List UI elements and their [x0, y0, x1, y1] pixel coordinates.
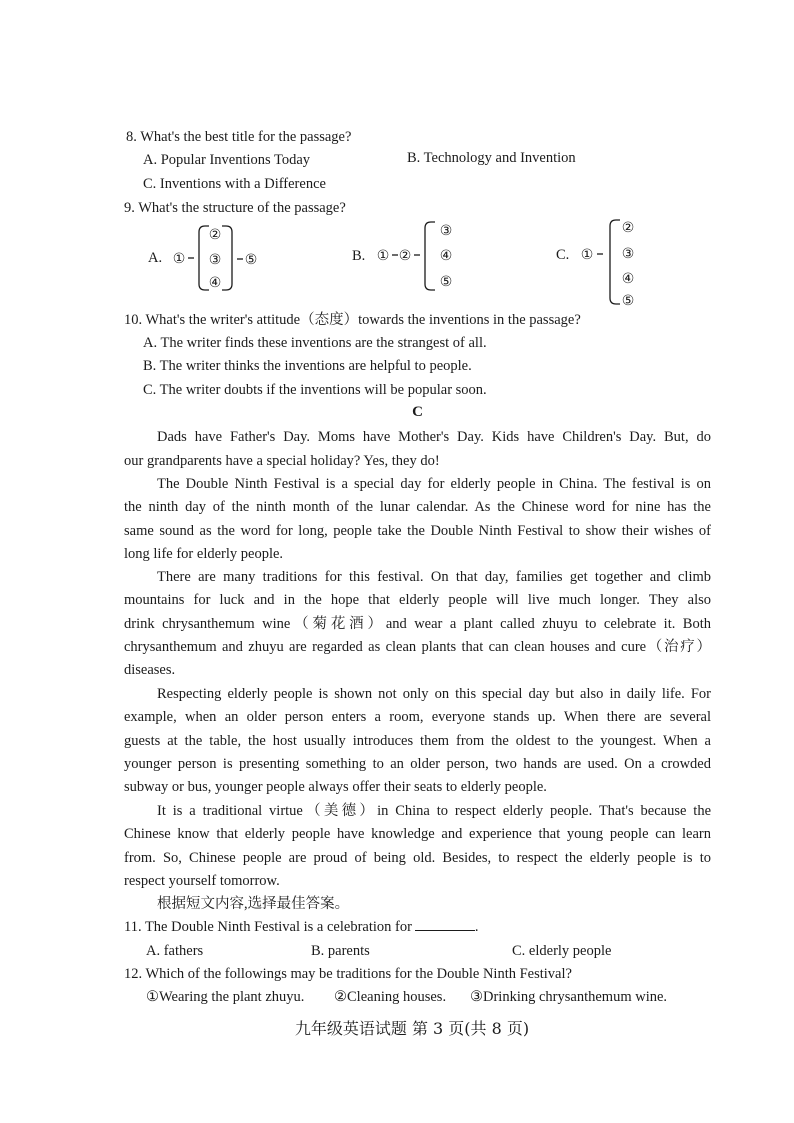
passage-line: It is a traditional virtue（美德）in China to respect elderly people. That's because the [157, 803, 711, 819]
structure-diagram-option-a [140, 218, 265, 298]
section-number: ④ [208, 275, 222, 291]
section-number: ③ [439, 223, 453, 239]
section-number: ① [580, 247, 594, 263]
passage-line: respect yourself tomorrow. [124, 873, 280, 889]
left-bracket [610, 220, 620, 304]
page-footer: 九年级英语试题 第 3 页(共 8 页) [294, 1019, 530, 1038]
question-8-stem: 8. What's the best title for the passage? [126, 129, 352, 145]
question-11-stem [124, 917, 479, 937]
passage-line: drink chrysanthemum wine（菊花酒）and wear a plant called zhuyu to celebrate it. Both [124, 616, 711, 632]
structure-diagram-option-c [550, 212, 645, 312]
passage-line: The Double Ninth Festival is a special day for elderly people in China. The festival is on [157, 476, 711, 492]
section-number: ① [376, 248, 390, 264]
passage-line: younger person is presenting something to an older person, two hands are used. On a crowded [124, 756, 711, 772]
question-12-stem: 12. Which of the followings may be traditions for the Double Ninth Festival? [124, 966, 572, 982]
section-number: ④ [439, 248, 453, 264]
question-10-option-b: B. The writer thinks the inventions are helpful to people. [143, 358, 472, 374]
passage-line: guests at the table, the host usually introduces them from the oldest to the youngest. When a [124, 733, 711, 749]
passage-line: Chinese know that elderly people have knowledge and experience that young people can learn [124, 826, 711, 842]
instruction-text: 根据短文内容,选择最佳答案。 [157, 896, 350, 912]
passage-line: our grandparents have a special holiday? Yes, they do! [124, 453, 440, 469]
question-10-option-a: A. The writer finds these inventions are the strangest of all. [143, 335, 487, 351]
section-number: ③ [621, 246, 635, 262]
passage-line: example, when an older person enters a room, everyone stands up. When there are several [124, 709, 711, 725]
left-bracket [425, 222, 435, 290]
question-8-option-a: A. Popular Inventions Today [143, 152, 311, 168]
section-number: ② [398, 248, 412, 264]
question-8-option-b: B. Technology and Invention [407, 150, 576, 166]
section-number: ⑤ [621, 293, 635, 309]
question-11-option-a: A. fathers [146, 943, 204, 959]
passage-line: Dads have Father's Day. Moms have Mother's Day. Kids have Children's Day. But, do [157, 429, 711, 445]
question-9-stem: 9. What's the structure of the passage? [124, 200, 346, 216]
passage-line: chrysanthemum and zhuyu are regarded as clean plants that can clean houses and cure（治疗） [124, 639, 711, 655]
section-number: ④ [621, 271, 635, 287]
passage-line: diseases. [124, 662, 176, 678]
structure-diagram-option-b [345, 215, 460, 300]
passage-line: long life for elderly people. [124, 546, 284, 562]
question-12-item-1: ①Wearing the plant zhuyu. [146, 989, 305, 1005]
passage-line: subway or bus, younger people always offer their seats to elderly people. [124, 779, 547, 795]
section-number: ⑤ [439, 274, 453, 290]
passage-line: Respecting elderly people is shown not only on this special day but also in daily life. For [157, 686, 711, 702]
question-12-item-2: ②Cleaning houses. [334, 989, 447, 1005]
left-bracket [199, 226, 209, 290]
question-10-option-c: C. The writer doubts if the inventions will be popular soon. [143, 382, 487, 398]
option-label: B. [352, 248, 366, 264]
passage-line: same sound as the word for long, people take the Double Ninth Festival to show their wishes of [124, 523, 711, 539]
question-11-option-c: C. elderly people [512, 943, 612, 959]
section-number: ① [172, 251, 186, 267]
section-number: ② [208, 227, 222, 243]
question-8-option-c: C. Inventions with a Difference [143, 176, 326, 192]
section-number: ⑤ [244, 252, 258, 268]
question-11-stem-text: 11. The Double Ninth Festival is a celebration for [124, 919, 412, 935]
right-bracket [222, 226, 232, 290]
answer-blank [415, 917, 475, 931]
option-label: C. [556, 247, 570, 263]
question-11-stem-end: . [474, 919, 479, 935]
passage-line: the ninth day of the ninth month of the lunar calendar. As the Chinese word for nine has the [124, 499, 711, 515]
option-label: A. [148, 250, 163, 266]
question-10-stem: 10. What's the writer's attitude（态度）towards the inventions in the passage? [124, 312, 581, 328]
question-12-item-3: ③Drinking chrysanthemum wine. [470, 989, 668, 1005]
passage-heading: C [412, 404, 423, 420]
passage-line: mountains for luck and in the hope that elderly people will live much longer. They also [124, 592, 711, 608]
passage-line: There are many traditions for this festival. On that day, families get together and climb [157, 569, 711, 585]
question-11-option-b: B. parents [311, 943, 370, 959]
passage-line: from. So, Chinese people are proud of being old. Besides, to respect the elderly people is to [124, 850, 711, 866]
section-number: ③ [208, 252, 222, 268]
section-number: ② [621, 220, 635, 236]
